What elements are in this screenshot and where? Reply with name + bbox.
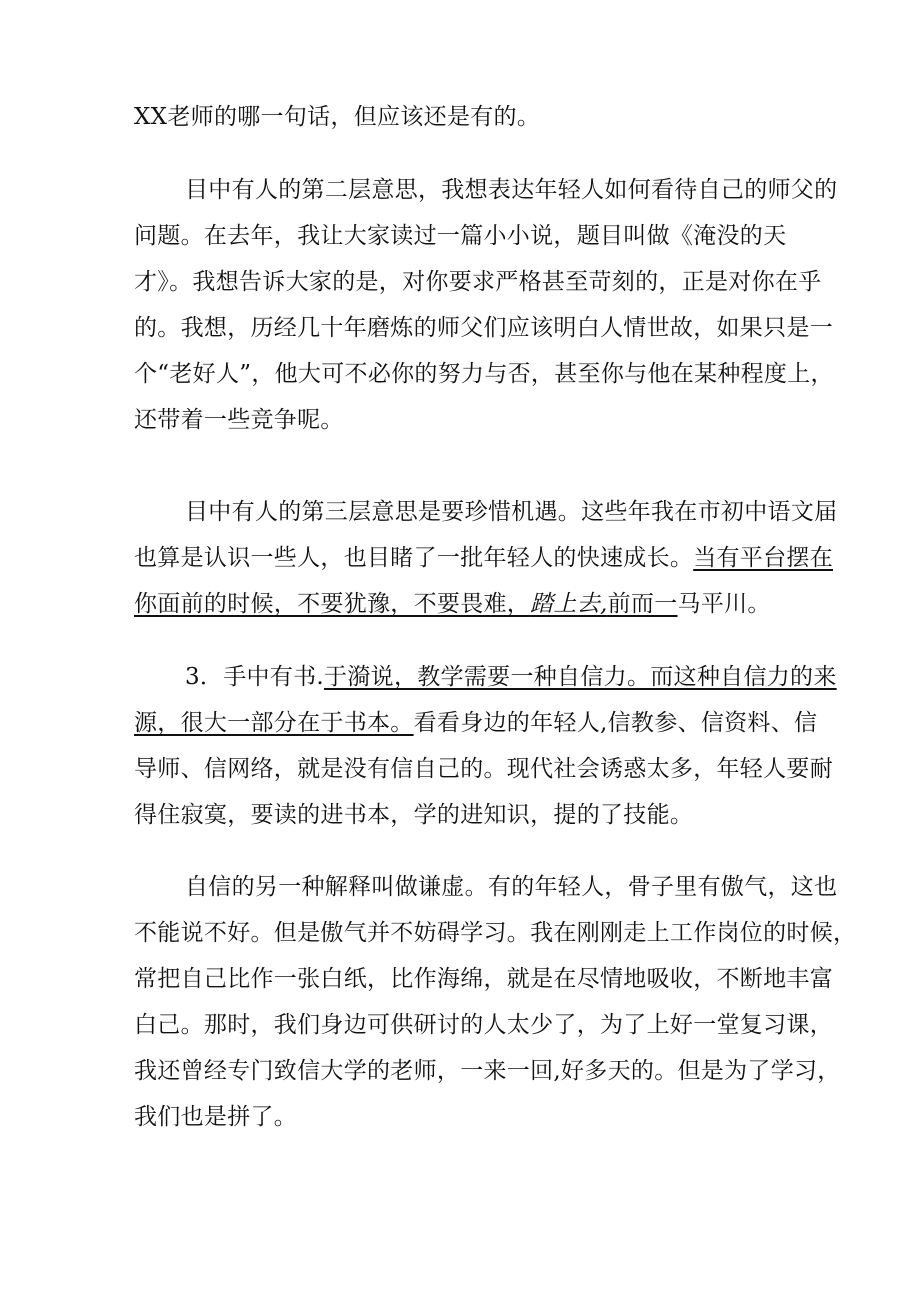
text-line: 得住寂寞，要读的进书本，学的进知识，提的了技能。: [134, 802, 694, 828]
text-line: [134, 535, 837, 581]
text-line: [134, 581, 837, 627]
text-line: XX老师的哪一句话，但应该还是有的。: [134, 104, 541, 130]
paragraph-5: [134, 864, 856, 1140]
text-line: 目中有人的第二层意思，我想表达年轻人如何看待自己的师父的: [185, 177, 838, 203]
text-line: 才》。我想告诉大家的是，对你要求严格甚至苛刻的，正是对你在乎: [134, 269, 822, 295]
paragraph-2: [134, 167, 837, 443]
text-line: 不能说不好。但是傲气并不妨碍学习。我在刚刚走上工作岗位的时候，: [134, 920, 857, 946]
paragraph-3: [134, 489, 837, 627]
underlined-italic-text: 踏上去,: [530, 591, 608, 617]
text-line: 导师、信网络，就是没有信自己的。现代社会诱惑太多，年轻人要耐: [134, 756, 833, 782]
text-run: 马平川。: [677, 591, 771, 617]
text-run: 看看身边的年轻人,信教参、信资料、信: [413, 710, 818, 736]
text-line: 白己。那时，我们身边可供研讨的人太少了，为了上好一堂复习课，: [134, 1012, 833, 1038]
text-line: 我们也是拼了。: [134, 1104, 298, 1130]
paragraph-1: [134, 94, 540, 140]
paragraph-4: [134, 654, 837, 838]
text-line: 个“老好人”，他大可不必你的努力与否，甚至你与他在某种程度上，: [134, 361, 834, 387]
text-line: 我还曾经专门致信大学的老师，一来一回,好多天的。但是为了学习，: [134, 1058, 841, 1084]
underlined-text: 于漪说，教学需要一种自信力。而这种自信力的来: [324, 664, 837, 690]
underlined-text: 前而一: [607, 591, 678, 617]
text-line: 目中有人的第三层意思是要珍惜机遇。这些年我在市初中语文届: [185, 499, 838, 525]
underlined-text: 你面前的时候，不要犹豫，不要畏难，: [134, 591, 531, 617]
text-run: 也算是认识一些人，也目睹了一批年轻人的快速成长。: [134, 545, 694, 571]
underlined-text: 源，很大一部分在于书本。: [134, 710, 414, 736]
text-run: 3．手中有书.: [185, 664, 325, 690]
text-line: 的。我想，历经几十年磨炼的师父们应该明白人情世故，如果只是一: [134, 315, 833, 341]
text-line: [134, 700, 837, 746]
text-line: [134, 654, 837, 700]
text-line: 还带着一些竞争呢。: [134, 407, 344, 433]
text-line: 自信的另一种解释叫做谦虚。有的年轻人，骨子里有傲气，这也: [185, 874, 838, 900]
text-line: 问题。在去年，我让大家读过一篇小小说，题目叫做《淹没的天: [134, 223, 787, 249]
underlined-text: 当有平台摆在: [693, 545, 834, 571]
text-line: 常把自己比作一张白纸，比作海绵，就是在尽情地吸收，不断地丰富: [134, 966, 833, 992]
